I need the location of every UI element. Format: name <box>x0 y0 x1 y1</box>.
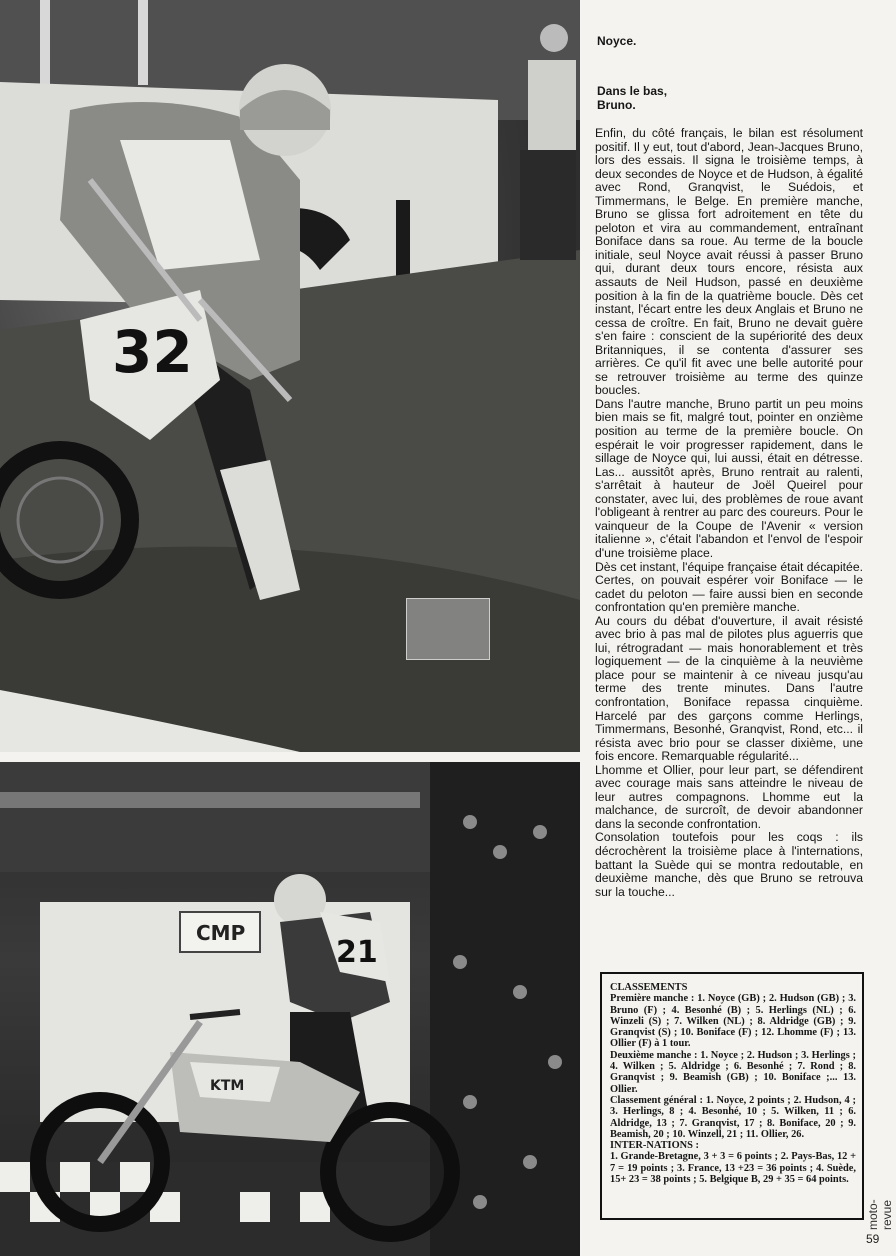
results-line: INTER-NATIONS : <box>610 1140 700 1152</box>
caption-bruno-line2: Bruno. <box>597 98 636 112</box>
results-line: 1. Grande-Bretagne, 3 + 3 = 6 points ; 2. Pays-Bas, 12 + 7 = 19 points ; 3. France, 13 +23 = 36 points ; 4. Suède, 15+ 23 = 38 points ; 5. Belgique B, 29 + 35 = 64 points. <box>610 1151 856 1186</box>
watermark-logo <box>406 598 490 660</box>
page-number: 59 <box>866 1232 880 1246</box>
caption-bruno <box>597 84 717 112</box>
article-paragraph: Enfin, du côté français, le bilan est résolument positif. Il y eut, tout d'abord, Jean-Jacques Bruno, lors des essais. Il signa le troisième temps, à deux secondes de Noyce et de Hudson, à égalité avec Rond, Granqvist, le Suédois, et Timmermans, le Belge. En première manche, Bruno se glissa fort adroitement en tête du peloton et vira au commandement, entraînant Boniface dans sa roue. Au terme de la boucle initiale, seul Noyce avait réussi à passer Bruno qui, durant deux tours encore, résista aux assauts de Neil Hudson, passé en deuxième position à la fin de la quatrième boucle. Dès cet instant, l'écart entre les deux Anglais et Bruno ne cessa de croître. En fait, Bruno ne devait guère s'en faire : conscient de la supériorité des deux Britanniques, il se contenta d'assurer ses arrières. Ce qu'il fit avec une belle autorité pour se retrouver troisième au terme des quinze boucles. <box>595 126 863 398</box>
top-photo-illustration <box>0 0 580 752</box>
banner-text: CMP <box>196 921 246 945</box>
number-plate-top: 32 <box>112 318 193 386</box>
results-heading: CLASSEMENTS <box>610 982 688 993</box>
top-photo-noyce <box>0 0 580 752</box>
bottom-photo-bruno <box>0 762 580 1256</box>
caption-noyce: Noyce. <box>597 34 637 48</box>
magazine-name: moto-revue <box>866 1199 894 1230</box>
number-plate-bottom: 21 <box>336 935 378 970</box>
caption-bruno-line1: Dans le bas, <box>597 84 668 98</box>
article-paragraph: Consolation toutefois pour les coqs : ils décrochèrent la troisième place à l'internations, battant la Suède qui se montra redoutable, en deuxième manche, dès que Bruno se retrouva sur la touche... <box>595 830 863 899</box>
results-line: Deuxième manche : 1. Noyce ; 2. Hudson ; 3. Herlings ; 4. Wilken ; 5. Aldridge ; 6. Besonhé ; 7. Rond ; 8. Granqvist ; 9. Beamish (GB) ; 10. Boniface ;... 13. Ollier. <box>610 1049 856 1095</box>
bike-brand: KTM <box>210 1078 245 1094</box>
results-line: Première manche : 1. Noyce (GB) ; 2. Hudson (GB) ; 3. Bruno (F) ; 4. Besonhé (B) ; 5. Herlings (NL) ; 6. Winzeli (S) ; 7. Wilken (NL) ; 8. Aldridge (GB) ; 9. Granqvist (S) ; 10. Boniface (F) ; 12. Lhomme (F) ; 13. Ollier (F) à 1 tour. <box>610 993 856 1050</box>
results-box <box>600 972 864 1220</box>
results-line: Classement général : 1. Noyce, 2 points ; 2. Hudson, 4 ; 3. Herlings, 8 ; 4. Besonhé, 10 ; 5. Wilken, 11 ; 6. Aldridge, 13 ; 7. Granqvist, 17 ; 8. Boniface, 20 ; 9. Beamish, 20 ; 10. Winzell, 21 ; 11. Ollier, 26. <box>610 1094 856 1140</box>
article-paragraph: Au cours du débat d'ouverture, il avait résisté avec brio à pas mal de pilotes plus aguerris que lui, rétrogradant — mais honorablement et très logiquement — de la cinquième à la neuvième place pour se maintenir à ce niveau jusqu'au terme des trente minutes. Dans l'autre confrontation, Boniface repassa cinquième. Harcelé par des garçons comme Herlings, Timmermans, Besonhé, Granqvist, Rond, etc... il résista avec brio pour se classer dixième, une fois encore. Remarquable régularité... <box>595 613 863 764</box>
bottom-photo-illustration <box>0 762 580 1256</box>
article-body <box>595 127 863 899</box>
article-paragraph: Lhomme et Ollier, pour leur part, se défendirent avec courage mais sans atteindre le niveau de leur autres compagnons. Lhomme eut la malchance, de surcroît, de devoir abandonner dans la seconde confrontation. <box>595 762 863 831</box>
article-paragraph: Dans l'autre manche, Bruno partit un peu moins bien mais se fit, malgré tout, pointer en onzième position au terme de la première boucle. On espérait le voir progresser rapidement, dans le sillage de Noyce qui, lui aussi, était en détresse. Las... aussitôt après, Bruno rentrait au ralenti, s'arrêtait à hauteur de Joël Queirel pour constater, avec lui, des problèmes de roue avant l'obligeant à rentrer au parc des coureurs. Pour le vainqueur de la Coupe de l'Avenir « version italienne », c'était l'abandon et l'envol de l'espoir d'une troisième place. <box>595 396 863 560</box>
article-paragraph: Dès cet instant, l'équipe française était décapitée. Certes, on pouvait espérer voir Boniface — le cadet du peloton — faire aussi bien en seconde confrontation qu'en première manche. <box>595 559 863 615</box>
